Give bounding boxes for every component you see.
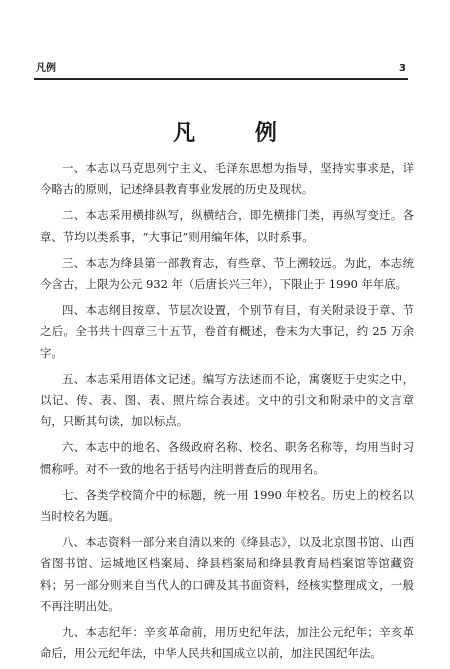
paragraph-9: 九、本志纪年：辛亥革命前，用历史纪年法，加注公元纪年；辛亥革命后，用公元纪年法，中华人民共和国成立以前，加注民国纪年法。 [40,625,414,661]
paragraph-7: 七、各类学校简介中的标题，统一用 1990 年校名。历史上的校名以当时校名为题。 [40,487,414,524]
paragraph-1: 一、本志以马克思列宁主义、毛泽东思想为指导，坚持实事求是，详今略古的原则，记述绛县教育事业发展的历史及现状。 [40,161,414,197]
header-rule [34,78,408,80]
paragraph-2: 二、本志采用横排纵写，纵横结合，即先横排门类，再纵写变迁。各章、节均以类系事，“大事记”则用编年体，以时系事。 [40,208,414,244]
paragraph-4: 四、本志纲目按章、节层次设置，个别节有目，有关附录设于章、节之后。全书共十四章三十五节，卷首有概述，卷末为大事记，约 25 万余字。 [40,303,414,360]
document-body [40,158,414,669]
paragraph-8: 八、本志资料一部分来自清以来的《绛县志》，以及北京图书馆、山西省图书馆、运城地区档案局、绛县档案局和绛县教育局档案馆等馆藏资料；另一部分则来自当代人的口碑及其书面资料，经核实整理成文，一般不再注明出处。 [40,535,414,613]
page-title: 凡 例 [173,121,303,146]
running-header [36,58,406,74]
paragraph-3: 三、本志为绛县第一部教育志，有些章、节上溯较远。为此，本志统今含古，上限为公元 932 年（后唐长兴三年），下限止于 1990 年年底。 [40,255,414,292]
paragraph-5: 五、本志采用语体文记述。编写方法述而不论，寓褒贬于史实之中，以记、传、表、图、表、照片综合表述。文中的引文和附录中的文言章句，只断其句读，加以标点。 [40,371,414,429]
paragraph-6: 六、本志中的地名、各级政府名称、校名、职务名称等，均用当时习惯称呼。对不一致的地名于括号内注明普查后的现用名。 [40,440,414,476]
page-number: 3 [399,63,406,74]
section-label: 凡例 [36,63,56,74]
